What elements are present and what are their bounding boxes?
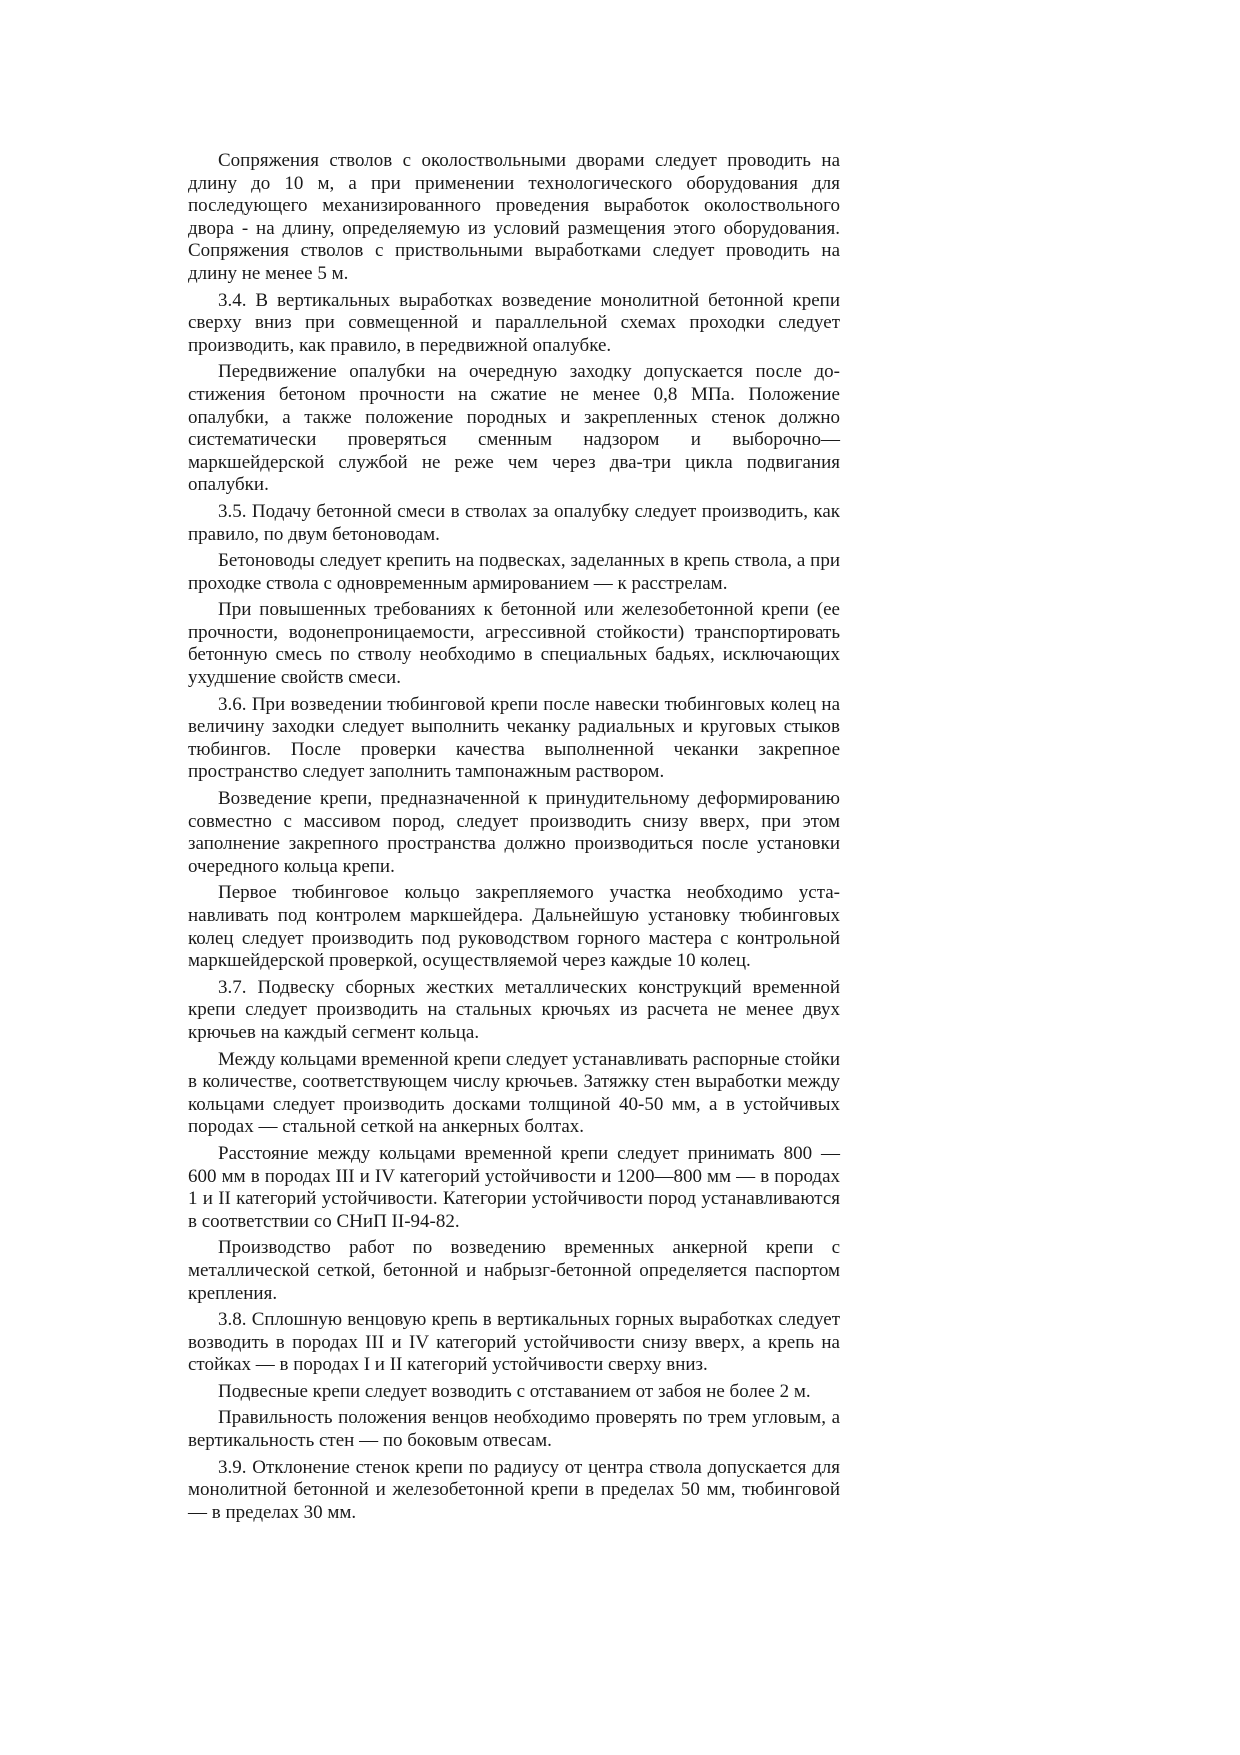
paragraph: Сопряжения стволов с околоствольными дворами следует проводить на длину до 10 м, а при применении технологического оборудования для последующего механизированного проведения выработок околоствольного двора - на длину, определяемую из условий размещения этого оборудования. Сопряжения стволов с приствольными выработками следует проводить на длину не менее 5 м.	[188, 150, 840, 284]
paragraph: 3.8. Сплошную венцовую крепь в вертикальных горных выработках следует возводить в породах III и IV категорий устойчивости снизу вверх, а крепь на стойках — в породах I и II категорий устойчивости сверху вниз.	[188, 1309, 840, 1376]
paragraph: Правильность положения венцов необходимо проверять по трем угловым, а вертикальность стен — по боковым отвесам.	[188, 1407, 840, 1452]
paragraph: 3.5. Подачу бетонной смеси в стволах за опалубку следует производить, как правило, по двум бетоноводам.	[188, 500, 840, 545]
paragraph: 3.9. Отклонение стенок крепи по радиусу от центра ствола допускается для монолитной бетонной и железобетонной крепи в пределах 50 мм, тюбинговой — в пределах 30 мм.	[188, 1456, 840, 1523]
paragraph: Подвесные крепи следует возводить с отставанием от забоя не более 2 м.	[218, 1380, 811, 1402]
document-page	[188, 150, 840, 1528]
paragraph: 3.7. Подвеску сборных жестких металлических конструкций временной крепи следует производить на стальных крючьях из расчета не менее двух крючьев на каждый сегмент кольца.	[188, 976, 840, 1043]
paragraph: 3.4. В вертикальных выработках возведение монолитной бетонной крепи сверху вниз при совмещенной и параллельной схемах проходки следует производить, как правило, в передвижной опалубке.	[188, 289, 840, 356]
paragraph: Передвижение опалубки на очередную заходку допускается после достижения бетоном прочности на сжатие не менее 0,8 МПа. Положение опалубки, а также положение породных и закрепленных стенок должно систематически проверяться сменным надзором и выборочно— маркшейдерской службой не реже чем через два-три цикла подвигания опалубки.	[188, 361, 840, 496]
paragraph: Производство работ по возведению временных анкерной крепи с металлической сеткой, бетонной и набрызг-бетонной определяется паспортом крепления.	[188, 1237, 840, 1304]
paragraph: Возведение крепи, предназначенной к принудительному деформированию совместно с массивом пород, следует производить снизу вверх, при этом заполнение закрепного пространства должно производиться после установки очередного кольца крепи.	[188, 788, 840, 877]
paragraph: Бетоноводы следует крепить на подвесках, заделанных в крепь ствола, а при проходке ствола с одновременным армированием — к расстрелам.	[188, 550, 840, 594]
paragraph: При повышенных требованиях к бетонной или железобетонной крепи (ее прочности, водонепроницаемости, агрессивной стойкости) транспортировать бетонную смесь по стволу необходимо в специальных бадьях, исключающих ухудшение свойств смеси.	[188, 599, 840, 689]
paragraph: Расстояние между кольцами временной крепи следует принимать 800 — 600 мм в породах III и IV категорий устойчивости и 1200—800 мм — в породах 1 и II категорий устойчивости. Категории устойчивости пород устанавливаются в соответствии со СНиП II-94-82.	[188, 1142, 840, 1232]
paragraph: 3.6. При возведении тюбинговой крепи после навески тюбинговых колец на величину заходки следует выполнить чеканку радиальных и круговых стыков тюбингов. После проверки качества выполненной чеканки закрепное пространство следует заполнить тампонажным раствором.	[188, 693, 840, 783]
paragraph: Первое тюбинговое кольцо закрепляемого участка необходимо устанавливать под контролем маркшейдера. Дальнейшую установку тюбинговых колец следует производить под руководством горного мастера с контрольной маркшейдерской проверкой, осуществляемой через каждые 10 колец.	[188, 882, 840, 972]
paragraph: Между кольцами временной крепи следует устанавливать распорные стойки в количестве, соответствующем числу крючьев. Затяжку стен выработки между кольцами следует производить досками толщиной 40-50 мм, а в устойчивых породах — стальной сеткой на анкерных болтах.	[188, 1048, 840, 1138]
